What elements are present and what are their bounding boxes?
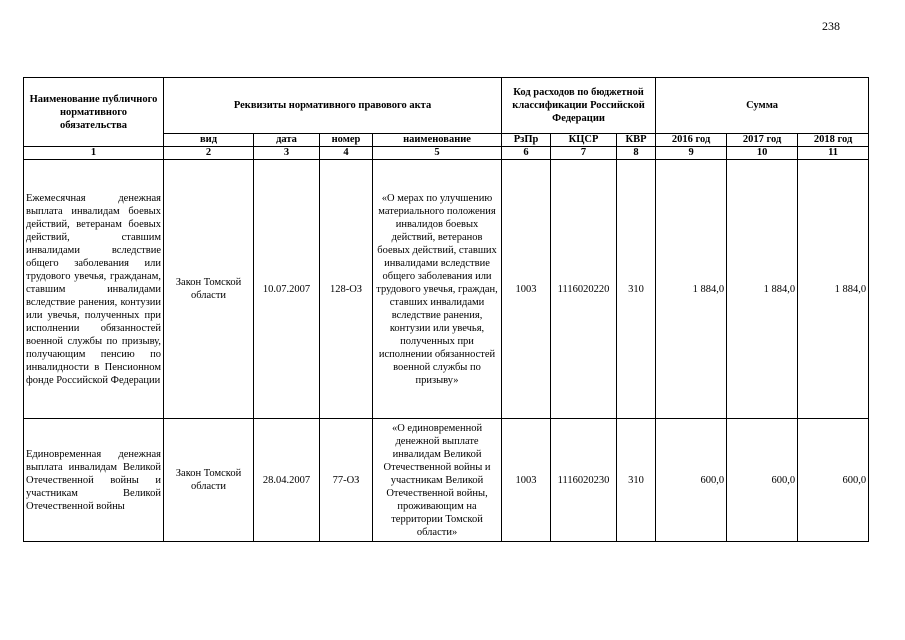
title-cell: «О мерах по улучшению материального положения инвалидов боевых действий, ветеранов боевых действий, ставших инвалидами вследствие общего заболевания или трудового увечья, граждан, ставших инвалидами вследствие ранения, контузии или увечья, полученных при исполнении обязанностей военной службы по призыву»	[373, 160, 502, 419]
title-cell: «О единовременной денежной выплате инвалидам Великой Отечественной войны и участникам Великой Отечественной войны, проживающим на территории Томской области»	[373, 419, 502, 542]
subheader-number: номер	[320, 134, 373, 147]
obligation-cell: Ежемесячная денежная выплата инвалидам боевых действий, ветеранам боевых действий, ставшим инвалидами вследствие общего заболевания или трудового увечья, гражданам, ставшим инвалидами вследствие ранения, контузии или увечья, полученных при исполнении обязанностей военной службы по призыву, получающим пенсию по инвалидности в Пенсионном фонде Российской Федерации	[24, 160, 164, 419]
kind-cell: Закон Томской области	[164, 419, 254, 542]
kcsr-cell: 1116020230	[551, 419, 617, 542]
subheader-date: дата	[254, 134, 320, 147]
header-code: Код расходов по бюджетной классификации Российской Федерации	[502, 78, 656, 134]
number-cell: 128-ОЗ	[320, 160, 373, 419]
subheader-kvr: КВР	[617, 134, 656, 147]
sum-2016-cell: 600,0	[656, 419, 727, 542]
budget-table	[23, 77, 869, 542]
date-cell: 10.07.2007	[254, 160, 320, 419]
column-number: 2	[164, 147, 254, 160]
header-obligation: Наименование публичного нормативного обязательства	[24, 78, 164, 147]
sum-2018-cell: 600,0	[798, 419, 869, 542]
subheader-title: наименование	[373, 134, 502, 147]
column-number: 11	[798, 147, 869, 160]
column-number: 3	[254, 147, 320, 160]
subheader-kcsr: КЦСР	[551, 134, 617, 147]
subheader-2018: 2018 год	[798, 134, 869, 147]
subheader-2017: 2017 год	[727, 134, 798, 147]
subheader-kind: вид	[164, 134, 254, 147]
column-number: 6	[502, 147, 551, 160]
kvr-cell: 310	[617, 160, 656, 419]
header-act: Реквизиты нормативного правового акта	[164, 78, 502, 134]
column-number-row	[24, 147, 869, 160]
rzpr-cell: 1003	[502, 160, 551, 419]
date-cell: 28.04.2007	[254, 419, 320, 542]
column-number: 7	[551, 147, 617, 160]
column-number: 9	[656, 147, 727, 160]
sum-2017-cell: 600,0	[727, 419, 798, 542]
header-sum: Сумма	[656, 78, 869, 134]
column-number: 5	[373, 147, 502, 160]
sum-2017-cell: 1 884,0	[727, 160, 798, 419]
kind-cell: Закон Томской области	[164, 160, 254, 419]
sum-2018-cell: 1 884,0	[798, 160, 869, 419]
column-number: 4	[320, 147, 373, 160]
obligation-cell: Единовременная денежная выплата инвалидам Великой Отечественной войны и участникам Великой Отечественной войны	[24, 419, 164, 542]
table-row	[24, 160, 869, 419]
sum-2016-cell: 1 884,0	[656, 160, 727, 419]
column-number: 1	[24, 147, 164, 160]
table-row	[24, 419, 869, 542]
rzpr-cell: 1003	[502, 419, 551, 542]
kvr-cell: 310	[617, 419, 656, 542]
subheader-rzpr: РзПр	[502, 134, 551, 147]
column-number: 10	[727, 147, 798, 160]
subheader-2016: 2016 год	[656, 134, 727, 147]
page-number: 238	[822, 19, 840, 33]
number-cell: 77-ОЗ	[320, 419, 373, 542]
column-number: 8	[617, 147, 656, 160]
kcsr-cell: 1116020220	[551, 160, 617, 419]
